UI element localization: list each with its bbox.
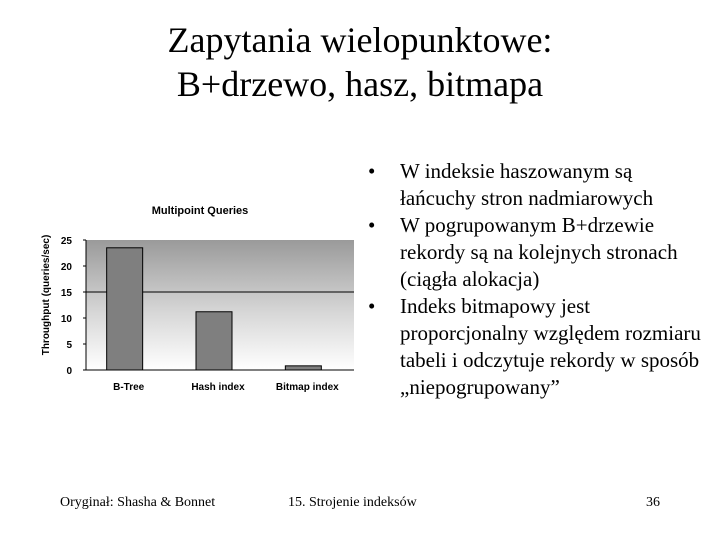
bullet-icon: • bbox=[368, 294, 376, 318]
category-label: Hash index bbox=[191, 382, 245, 393]
bullet-item bbox=[360, 293, 710, 401]
footer-section: 15. Strojenie indeksów bbox=[288, 495, 417, 510]
multipoint-queries-chart bbox=[36, 196, 366, 406]
chart-canvas bbox=[36, 196, 366, 406]
bullet-text: Indeks bitmapowy jest proporcjonalny względem rozmiaru tabeli i odczytuje rekordy w sposób „niepogrupowany” bbox=[400, 294, 701, 399]
bar-b-tree bbox=[107, 248, 143, 370]
slide-title bbox=[0, 18, 720, 106]
bullet-icon: • bbox=[368, 213, 376, 237]
y-tick-label: 15 bbox=[60, 288, 72, 299]
category-label: B-Tree bbox=[113, 382, 145, 393]
y-tick-label: 25 bbox=[60, 236, 72, 247]
y-axis-label: Throughput (queries/sec) bbox=[41, 234, 52, 356]
bullet-text: W indeksie haszowanym są łańcuchy stron nadmiarowych bbox=[400, 159, 654, 210]
y-tick-label: 20 bbox=[60, 262, 72, 273]
y-tick-label: 5 bbox=[66, 340, 72, 351]
footer-source: Oryginał: Shasha & Bonnet bbox=[60, 495, 216, 510]
y-tick-label: 0 bbox=[66, 366, 72, 377]
bar-hash-index bbox=[196, 312, 232, 370]
bullet-text: W pogrupowanym B+drzewie rekordy są na kolejnych stronach (ciągła alokacja) bbox=[400, 213, 678, 291]
bullet-item bbox=[360, 212, 710, 293]
title-line-2: B+drzewo, hasz, bitmapa bbox=[176, 64, 544, 104]
page-number: 36 bbox=[646, 495, 660, 510]
bar-bitmap-index bbox=[285, 366, 321, 370]
chart-title: Multipoint Queries bbox=[151, 205, 249, 217]
bullet-item bbox=[360, 158, 710, 212]
bullet-icon: • bbox=[368, 159, 376, 183]
y-tick-label: 10 bbox=[60, 314, 72, 325]
bullet-list bbox=[360, 158, 710, 401]
category-label: Bitmap index bbox=[275, 382, 339, 393]
title-line-1: Zapytania wielopunktowe: bbox=[167, 20, 553, 60]
